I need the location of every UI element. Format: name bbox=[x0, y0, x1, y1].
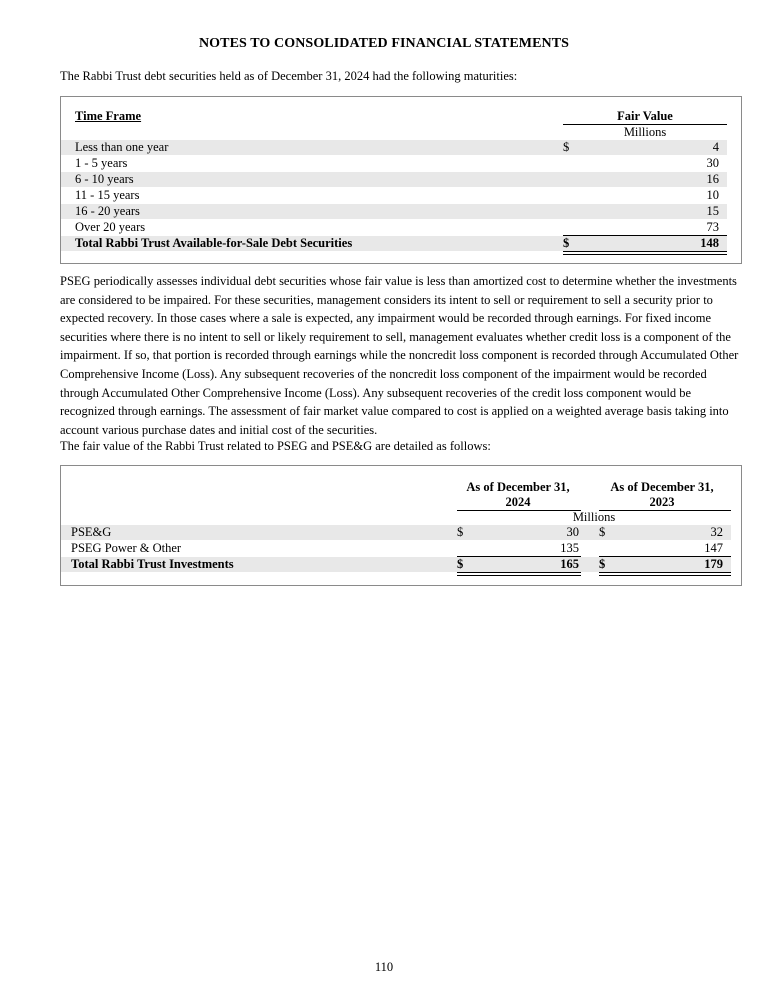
header-2024-line2: 2024 bbox=[505, 495, 531, 509]
total-label: Total Rabbi Trust Available-for-Sale Debt Securities bbox=[75, 236, 353, 250]
currency-symbol: $ bbox=[563, 140, 570, 154]
total-2023: 179 bbox=[704, 557, 723, 571]
currency-symbol: $ bbox=[599, 557, 606, 571]
maturities-table bbox=[60, 96, 742, 264]
currency-symbol: $ bbox=[599, 525, 606, 539]
header-time-frame: Time Frame bbox=[75, 109, 142, 123]
impairment-paragraph: PSEG periodically assesses individual debt securities whose fair value is less than amortized cost to determine whether the investments are considered to be impaired. For these securities, management considers its intent to sell or requirement to sell a security prior to expected recovery. In those cases where a sale is expected, any impairment would be recorded through earnings. For fixed income securities where there is no intent to sell or likely requirement to sell, management evaluates whether credit loss is a component of the impairment. If so, that portion is recorded through earnings while the noncredit loss component is recorded through Accumulated Other Comprehensive Income (Loss). Any subsequent recoveries of the noncredit loss component of the impairment would be recorded through Accumulated Other Comprehensive Income (Loss). Any subsequent recoveries of the credit loss component would be recognized through earnings. The assessment of fair market value compared to cost is applied on a weighted average basis taking into account various purchase dates and initial cost of the securities. bbox=[60, 274, 739, 437]
row-value: 73 bbox=[706, 220, 719, 234]
row-label: PSEG Power & Other bbox=[71, 541, 182, 555]
units-label: Millions bbox=[623, 125, 667, 139]
row-label: 16 - 20 years bbox=[75, 204, 140, 218]
row-label: Less than one year bbox=[75, 140, 169, 154]
units-label: Millions bbox=[572, 510, 616, 524]
row-value: 10 bbox=[706, 188, 719, 202]
page-number: 110 bbox=[374, 960, 394, 974]
value-2024: 135 bbox=[560, 541, 579, 555]
value-2023: 147 bbox=[704, 541, 723, 555]
table-row bbox=[61, 541, 731, 556]
header-2023-line2: 2023 bbox=[649, 495, 675, 509]
total-label: Total Rabbi Trust Investments bbox=[71, 557, 234, 571]
table-row bbox=[61, 156, 727, 171]
value-2024: 30 bbox=[566, 525, 579, 539]
row-value: 16 bbox=[706, 172, 719, 186]
total-row bbox=[61, 557, 731, 572]
value-2023: 32 bbox=[710, 525, 723, 539]
row-value: 30 bbox=[706, 156, 719, 170]
row-label: 11 - 15 years bbox=[75, 188, 140, 202]
table-row bbox=[61, 188, 727, 203]
row-label: 6 - 10 years bbox=[75, 172, 134, 186]
table-row bbox=[61, 172, 727, 187]
currency-symbol: $ bbox=[457, 525, 464, 539]
total-double-rule bbox=[563, 251, 727, 255]
row-label: 1 - 5 years bbox=[75, 156, 128, 170]
row-value: 4 bbox=[712, 140, 719, 154]
row-label: Over 20 years bbox=[75, 220, 146, 234]
page-title: NOTES TO CONSOLIDATED FINANCIAL STATEMENTS bbox=[198, 36, 570, 51]
total-double-rule-2023 bbox=[599, 572, 731, 576]
header-2024-line1: As of December 31, bbox=[466, 480, 570, 494]
table-row bbox=[61, 220, 727, 235]
intro-text: The Rabbi Trust debt securities held as of December 31, 2024 had the following maturities: bbox=[60, 69, 518, 83]
table-row bbox=[61, 140, 727, 155]
total-row bbox=[61, 236, 727, 251]
row-value: 15 bbox=[706, 204, 719, 218]
header-fair-value: Fair Value bbox=[617, 109, 673, 123]
total-2024: 165 bbox=[560, 557, 579, 571]
currency-symbol: $ bbox=[457, 557, 464, 571]
currency-symbol: $ bbox=[563, 236, 570, 250]
table-row bbox=[61, 204, 727, 219]
rabbi-trust-table bbox=[60, 465, 742, 586]
total-value: 148 bbox=[700, 236, 719, 250]
fair-value-caption: The fair value of the Rabbi Trust related to PSEG and PSE&G are detailed as follows: bbox=[60, 439, 491, 453]
row-label: PSE&G bbox=[71, 525, 112, 539]
header-2023-line1: As of December 31, bbox=[610, 480, 714, 494]
table-row bbox=[61, 525, 731, 540]
total-double-rule-2024 bbox=[457, 572, 581, 576]
